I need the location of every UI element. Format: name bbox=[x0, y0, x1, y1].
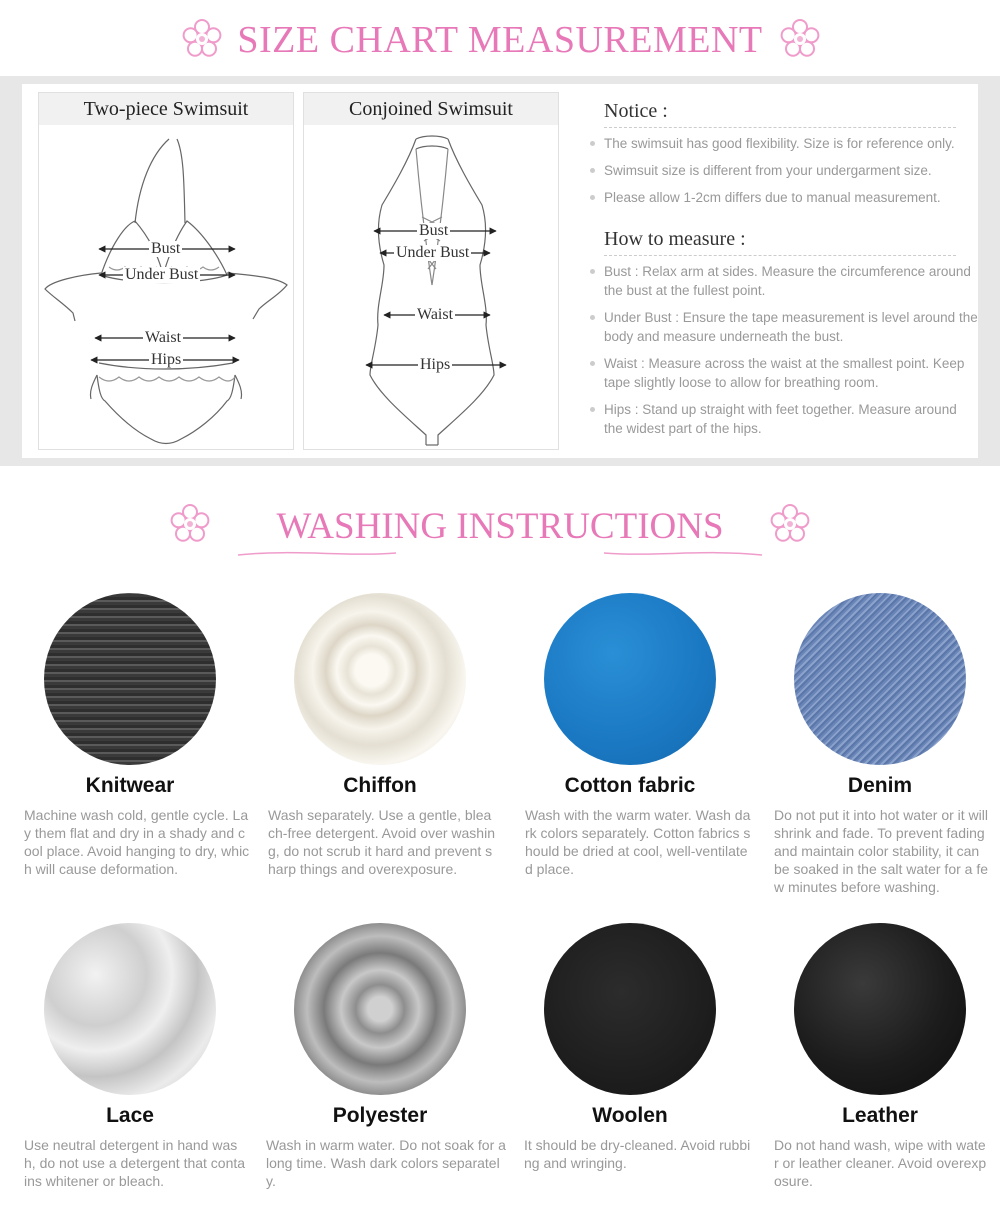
hips-label: Hips bbox=[420, 356, 451, 373]
notice-title: Notice : bbox=[604, 100, 668, 122]
fabric-desc-knitwear: Machine wash cold, gentle cycle. Lay them flat and dry in a shady and cool place. Avoid hanging to dry, which will cause deformation. bbox=[24, 807, 250, 877]
denim-swatch bbox=[794, 593, 966, 765]
measure-item-bust: Bust : Relax arm at sides. Measure the circumference around the bust at the fullest point. bbox=[604, 262, 979, 300]
fabric-desc-denim: Do not put it into hot water or it will shrink and fade. To prevent fading and maintain color stability, it can be soaked in the salt water for a few minutes before washing. bbox=[774, 807, 989, 895]
divider bbox=[604, 127, 956, 128]
bikini-illustration bbox=[39, 125, 293, 449]
fabric-desc-woolen: It should be dry-cleaned. Avoid rubbing and wringing. bbox=[524, 1137, 751, 1171]
size-chart-title: SIZE CHART MEASUREMENT bbox=[237, 19, 763, 61]
waist-label: Waist bbox=[417, 306, 454, 323]
waist-label: Waist bbox=[145, 329, 182, 346]
bust-label: Bust bbox=[151, 240, 181, 257]
fabric-desc-lace: Use neutral detergent in hand wash, do not use a detergent that contains whitener or bleach. bbox=[24, 1137, 246, 1189]
two-piece-title: Two-piece Swimsuit bbox=[39, 93, 293, 125]
under-bust-label: Under Bust bbox=[396, 244, 470, 261]
notice-section bbox=[604, 100, 956, 128]
fabric-name-knitwear: Knitwear bbox=[85, 774, 175, 797]
conjoined-card bbox=[303, 92, 559, 450]
fabric-name-polyester: Polyester bbox=[332, 1104, 428, 1127]
fabric-desc-polyester: Wash in warm water. Do not soak for a long time. Wash dark colors separately. bbox=[266, 1137, 506, 1189]
measure-item-waist: Waist : Measure across the waist at the smallest point. Keep tape slightly loose to allow for breathing room. bbox=[604, 354, 979, 392]
divider bbox=[604, 255, 956, 256]
fabric-name-denim: Denim bbox=[847, 774, 913, 797]
measure-item-under-bust: Under Bust : Ensure the tape measurement is level around the body and measure underneath the bust. bbox=[604, 308, 979, 346]
flower-icon bbox=[766, 500, 814, 548]
fabric-desc-leather: Do not hand wash, wipe with water or leather cleaner. Avoid overexposure. bbox=[774, 1137, 987, 1189]
leather-swatch bbox=[794, 923, 966, 1095]
washing-title: WASHING INSTRUCTIONS bbox=[276, 506, 724, 547]
one-piece-illustration bbox=[304, 125, 558, 449]
hips-label: Hips bbox=[151, 351, 182, 368]
title-underline-ornament bbox=[236, 545, 764, 561]
flower-icon bbox=[776, 15, 824, 63]
lace-swatch bbox=[44, 923, 216, 1095]
fabric-name-chiffon: Chiffon bbox=[343, 774, 417, 797]
notice-item: Please allow 1-2cm differs due to manual measurement. bbox=[604, 188, 979, 207]
under-bust-label: Under Bust bbox=[125, 266, 199, 283]
fabric-desc-cotton: Wash with the warm water. Wash dark colors separately. Cotton fabrics should be dried at cool, well-ventilated place. bbox=[525, 807, 751, 877]
size-chart-inner bbox=[22, 84, 978, 458]
fabric-name-cotton: Cotton fabric bbox=[564, 774, 696, 797]
cotton-fabric-swatch bbox=[544, 593, 716, 765]
woolen-swatch bbox=[544, 923, 716, 1095]
how-to-measure-section bbox=[604, 228, 956, 256]
fabric-name-leather: Leather bbox=[842, 1104, 918, 1127]
fabric-desc-chiffon: Wash separately. Use a gentle, bleach-free detergent. Avoid over washing, do not scrub it hard and prevent sharp things and overexposure. bbox=[268, 807, 495, 877]
notice-item: Swimsuit size is different from your undergarment size. bbox=[604, 161, 979, 180]
how-to-measure-title: How to measure : bbox=[604, 228, 746, 250]
knitwear-swatch bbox=[44, 593, 216, 765]
bust-label: Bust bbox=[419, 222, 449, 239]
two-piece-card bbox=[38, 92, 294, 450]
conjoined-title: Conjoined Swimsuit bbox=[304, 93, 558, 125]
size-chart-panel bbox=[0, 76, 1000, 466]
fabric-name-woolen: Woolen bbox=[592, 1104, 668, 1127]
polyester-swatch bbox=[294, 923, 466, 1095]
fabric-name-lace: Lace bbox=[106, 1104, 154, 1127]
chiffon-swatch bbox=[294, 593, 466, 765]
size-chart-header bbox=[0, 0, 1000, 78]
notice-item: The swimsuit has good flexibility. Size is for reference only. bbox=[604, 134, 979, 153]
measure-item-hips: Hips : Stand up straight with feet together. Measure around the widest part of the hips. bbox=[604, 400, 979, 438]
